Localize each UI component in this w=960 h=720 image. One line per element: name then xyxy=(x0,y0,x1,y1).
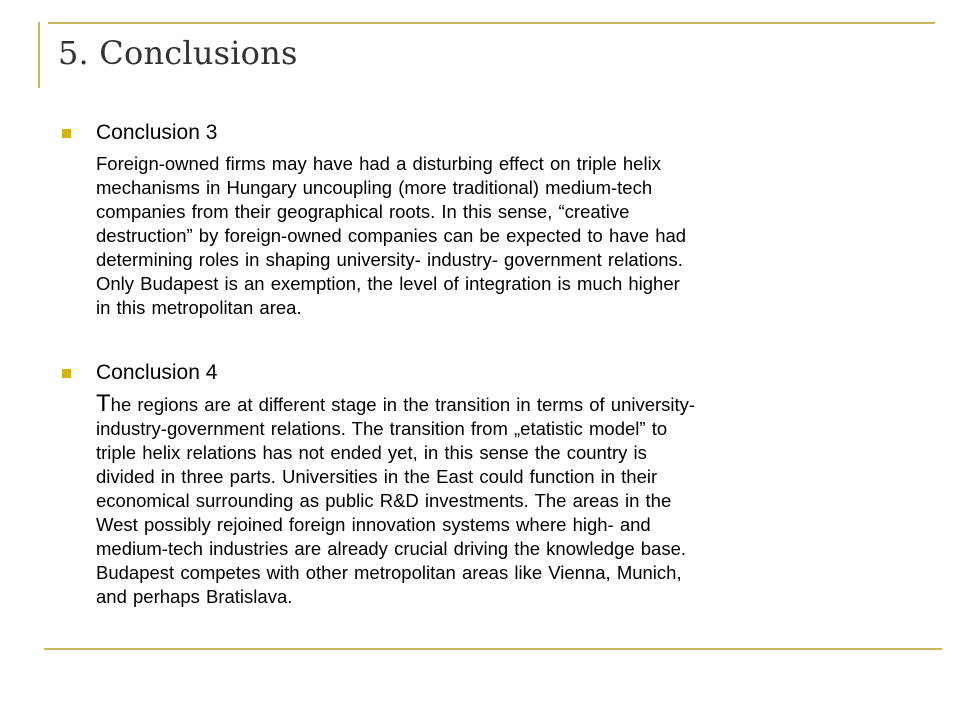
body-line: Budapest competes with other metropolitan areas like Vienna, Munich, xyxy=(96,562,682,583)
body-line: destruction” by foreign-owned companies can be expected to have had xyxy=(96,225,687,246)
conclusion-heading: Conclusion 4 xyxy=(96,361,218,384)
body-line: West possibly rejoined foreign innovation systems where high- and xyxy=(96,514,651,535)
body-line: determining roles in shaping university- industry- government relations. xyxy=(96,249,683,270)
conclusion-body xyxy=(96,392,906,609)
body-line: in this metropolitan area. xyxy=(96,297,302,318)
slide-title: 5. Conclusions xyxy=(58,34,298,72)
left-rule xyxy=(38,22,40,88)
body-line xyxy=(96,392,906,417)
body-line: companies from their geographical roots. In this sense, “creative xyxy=(96,201,630,222)
square-bullet-icon xyxy=(62,129,71,138)
drop-letter: T xyxy=(96,390,111,417)
body-line: divided in three parts. Universities in the East could function in their xyxy=(96,466,658,487)
body-line: Foreign-owned firms may have had a disturbing effect on triple helix xyxy=(96,153,661,174)
bottom-rule xyxy=(44,648,942,650)
body-line: economical surrounding as public R&D investments. The areas in the xyxy=(96,490,672,511)
top-rule xyxy=(48,22,935,24)
body-line-rest: he regions are at different stage in the transition in terms of university- xyxy=(110,394,696,415)
body-line: medium-tech industries are already crucial driving the knowledge base. xyxy=(96,538,687,559)
body-line: and perhaps Bratislava. xyxy=(96,586,293,607)
body-line: Only Budapest is an exemption, the level of integration is much higher xyxy=(96,273,680,294)
conclusion-heading: Conclusion 3 xyxy=(96,121,218,144)
body-line: industry-government relations. The transition from „etatistic model” to xyxy=(96,418,668,439)
body-line: triple helix relations has not ended yet, in this sense the country is xyxy=(96,442,647,463)
square-bullet-icon xyxy=(62,369,71,378)
body-line: mechanisms in Hungary uncoupling (more traditional) medium-tech xyxy=(96,177,653,198)
conclusion-body xyxy=(96,152,906,320)
